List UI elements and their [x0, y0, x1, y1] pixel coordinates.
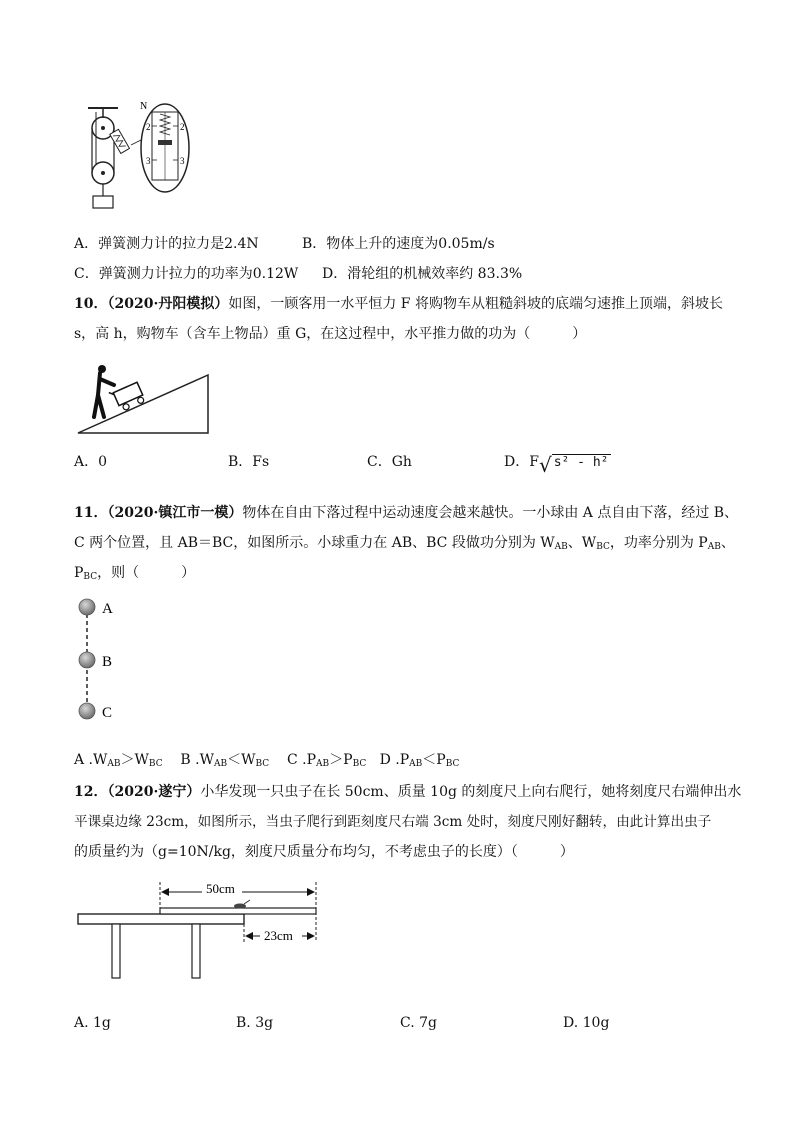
subscript: AB [707, 542, 721, 552]
question-text: 如图，一顾客用一水平恒力 F 将购物车从粗糙斜坡的底端匀速推上顶端，斜坡长 [228, 296, 723, 312]
subscript: BC [148, 759, 163, 769]
text: A .W [74, 752, 108, 768]
text: C 两个位置，且 AB＝BC，如图所示。小球重力在 AB、BC 段做功分别为 W [74, 535, 555, 551]
q11-stem-line3 [74, 563, 195, 587]
falling-ball-figure [74, 594, 134, 724]
text: P [74, 565, 84, 581]
q12-stem-line3: 的质量约为（g=10N/kg，刻度尺质量分布均匀，不考虑虫子的长度）（ ） [74, 844, 574, 860]
question-text: 小华发现一只虫子在长 50cm、质量 10g 的刻度尺上向右爬行，她将刻度尺右端伸出水 [200, 784, 742, 800]
q10-option-d [504, 452, 611, 475]
q9-option-b: B．物体上升的速度为0.05m/s [302, 236, 495, 252]
q11-stem-line2 [74, 533, 735, 557]
ruler-length-label: 50cm [206, 881, 235, 896]
q12-stem-line2: 平课桌边缘 23cm，如图所示，当虫子爬行到距刻度尺右端 3cm 处时，刻度尺刚好翻转，由此计算出虫子 [74, 814, 712, 830]
q11-option-b [180, 752, 269, 768]
q11-option-d [380, 752, 460, 768]
subscript: AB [554, 542, 568, 552]
q10-stem-line1 [74, 294, 723, 314]
question-source: （2020·镇江市一模） [107, 505, 243, 521]
text: D .P [379, 752, 410, 768]
text: ＞P [329, 752, 353, 768]
q9-option-a: A．弹簧测力计的拉力是2.4N [74, 236, 259, 252]
option-d-prefix: D．F [504, 454, 539, 470]
q11-option-a [74, 752, 163, 768]
scale-label: 3 [146, 156, 151, 166]
text: ＜W [227, 752, 256, 768]
overhang-length-label: 23cm [264, 928, 293, 943]
text: ＞W [120, 752, 149, 768]
subscript: AB [107, 759, 121, 769]
subscript: BC [255, 759, 270, 769]
subscript: AB [316, 759, 330, 769]
q11-stem-line1 [74, 503, 738, 523]
question-source: （2020·丹阳模拟） [107, 296, 229, 312]
question-source: （2020·遂宁） [107, 784, 201, 800]
q12-option-b: B. 3g [236, 1015, 274, 1031]
q9-option-c: C．弹簧测力计拉力的功率为0.12W [74, 266, 299, 282]
question-number: 10． [74, 296, 108, 312]
q12-option-c: C. 7g [400, 1015, 437, 1031]
q12-option-a: A. 1g [74, 1015, 111, 1031]
q9-option-d: D．滑轮组的机械效率约 83.3% [322, 266, 523, 282]
q12-stem-line1 [74, 782, 741, 802]
q10-option-b: B．Fs [228, 454, 270, 470]
subscript: BC [83, 572, 98, 582]
q10-stem-line2: s，高 h，购物车（含车上物品）重 G，在这过程中，水平推力做的功为（ ） [74, 326, 587, 342]
text: 、 [720, 535, 735, 551]
point-label-b: B [102, 654, 113, 670]
sqrt-radicand: s² - h² [553, 455, 609, 470]
question-number: 11． [74, 505, 108, 521]
text: C .P [286, 752, 317, 768]
ruler-table-figure [74, 872, 334, 982]
text: ，则（ ） [97, 565, 196, 581]
question-text: 物体在自由下落过程中运动速度会越来越快。一小球由 A 点自由下落，经过 B、 [242, 505, 739, 521]
point-label-a: A [102, 601, 113, 617]
q10-option-a: A．0 [74, 454, 108, 470]
text: B .W [180, 752, 214, 768]
subscript: BC [352, 759, 367, 769]
q11-options-row [74, 750, 459, 774]
point-label-c: C [102, 705, 113, 721]
q12-option-d: D. 10g [563, 1015, 610, 1031]
scale-label: 2 [180, 122, 185, 132]
text: ＜P [422, 752, 446, 768]
shopping-cart-slope-figure [74, 355, 214, 435]
sqrt-sign: √ [538, 453, 552, 477]
unit-label: N [140, 101, 148, 112]
text: 、W [567, 535, 597, 551]
scale-label: 3 [180, 156, 185, 166]
scale-label: 2 [146, 122, 151, 132]
pulley-spring-scale-figure [80, 100, 195, 215]
q11-option-c [287, 752, 366, 768]
q10-option-c: C．Gh [367, 454, 412, 470]
question-number: 12． [74, 784, 108, 800]
subscript: AB [213, 759, 228, 769]
text: ，功率分别为 P [609, 535, 708, 551]
subscript: BC [596, 542, 610, 552]
subscript: BC [445, 759, 460, 769]
subscript: AB [409, 759, 423, 769]
